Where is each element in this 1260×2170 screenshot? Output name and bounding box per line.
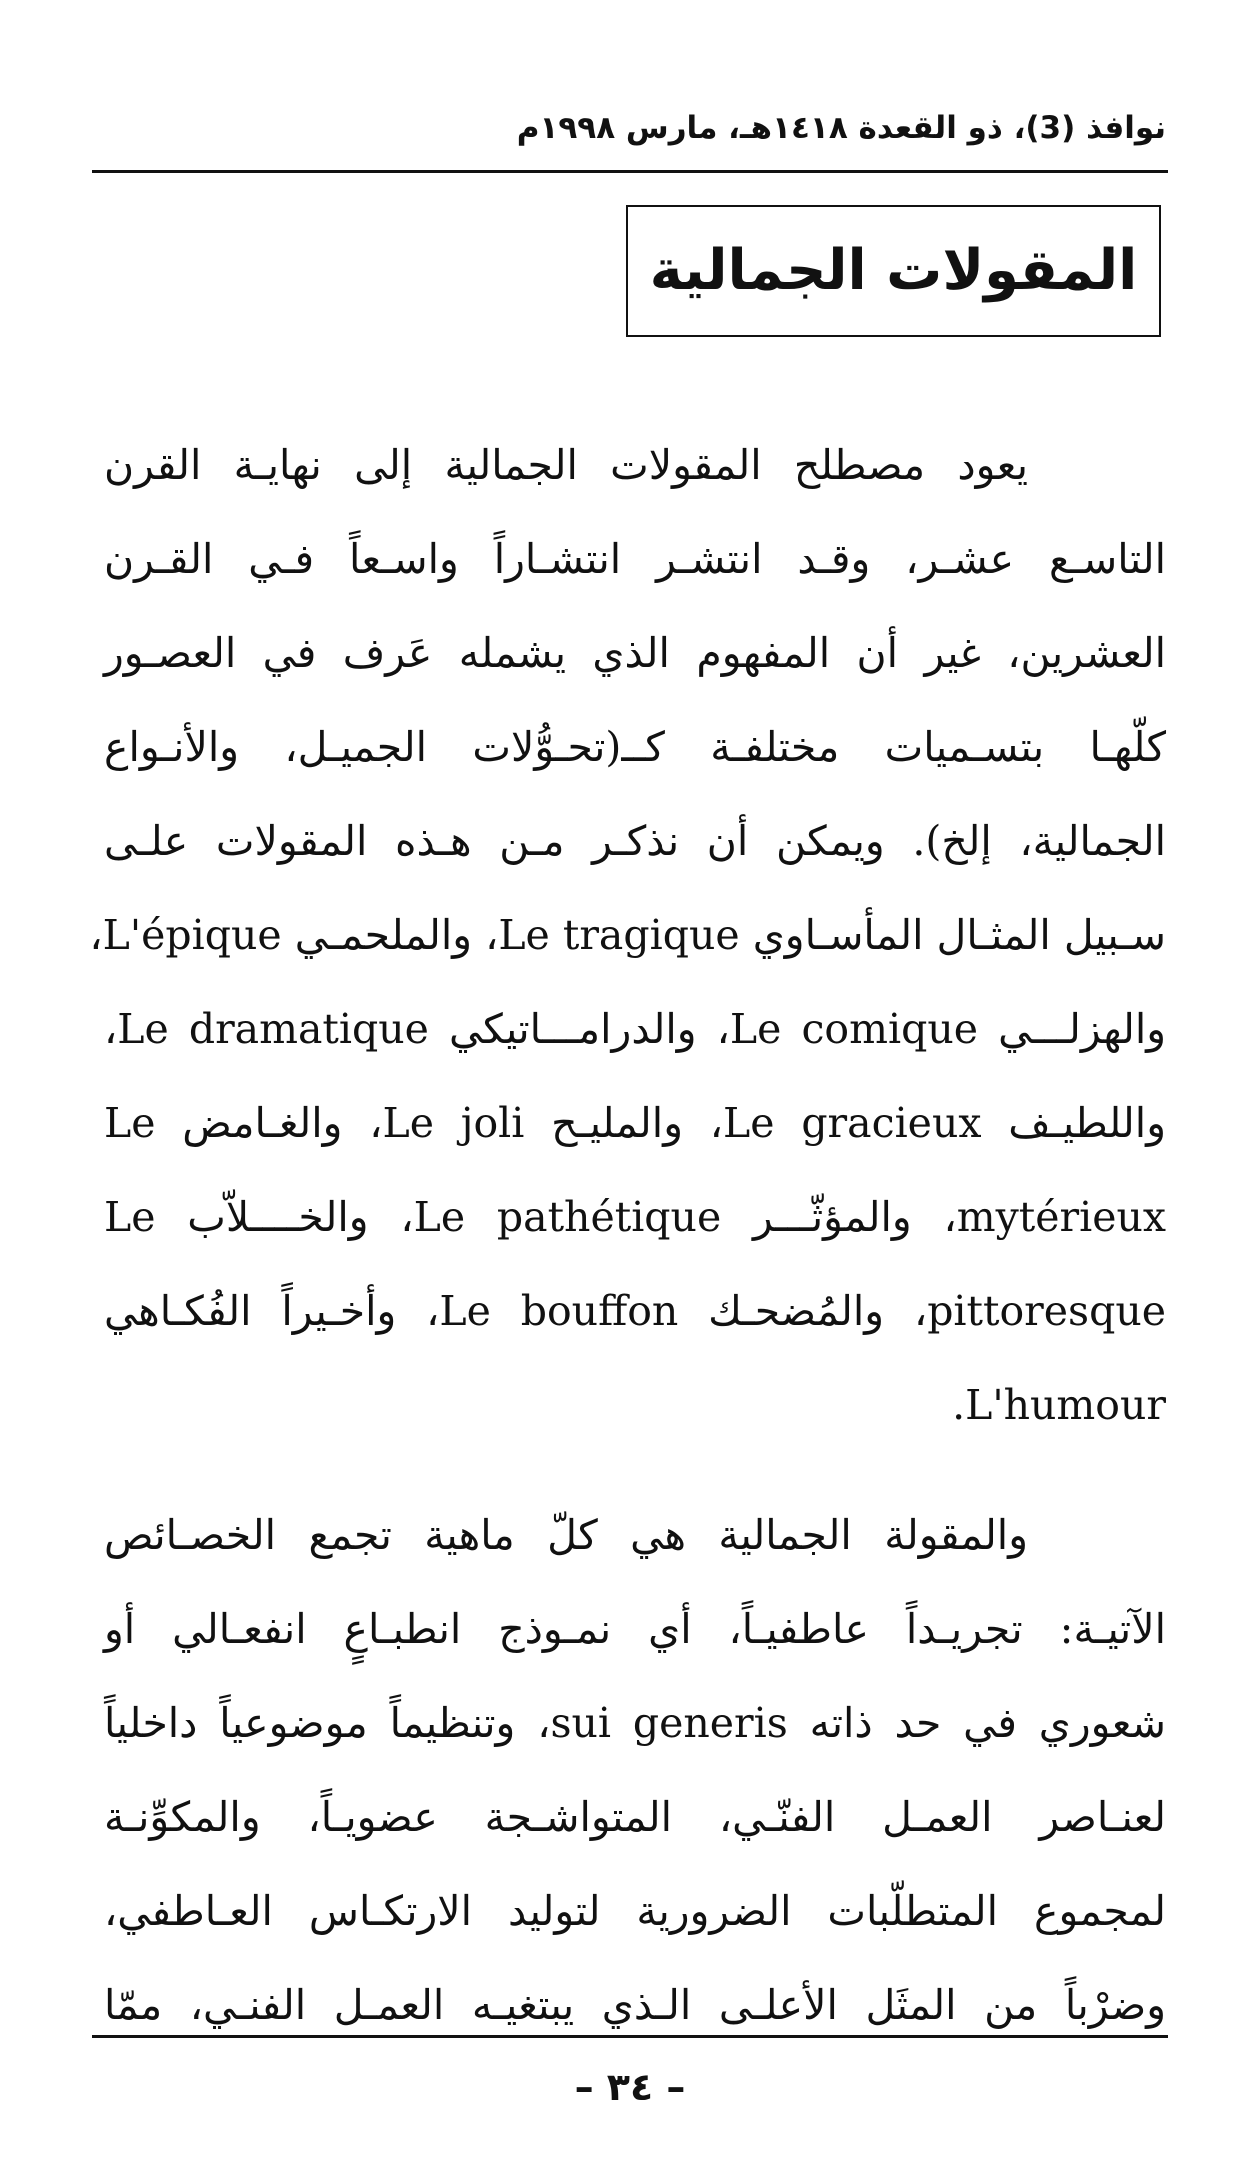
header-rule (92, 170, 1168, 173)
paragraph-1-line-11: L'humour. (952, 1381, 1166, 1429)
paragraph-1-line-1: يعود مصطلح المقولات الجمالية إلى نهايـة القرن (104, 441, 1028, 489)
paragraph-1-line-2: التاسـع عشـر، وقـد انتشـر انتشـاراً واسـعاً فـي القـرن (104, 535, 1166, 583)
paragraph-1-line-4: كلّهـا بتسـميات مختلفـة كــ(تحـوُّلات الجميـل، والأنـواع (104, 723, 1166, 771)
footer-rule (92, 2035, 1168, 2038)
paragraph-1-line-6: سـبيل المثـال المأسـاوي Le tragique، والملحمـي L'épique، (89, 911, 1166, 959)
paragraph-1-line-3: العشرين، غير أن المفهوم الذي يشمله عَرف في العصـور (104, 629, 1166, 677)
paragraph-1 (89, 418, 1167, 1452)
paragraph-2-line-4: لعنـاصر العمـل الفنّـي، المتواشـجة عضويـاً، والمكوِّنـة (104, 1793, 1166, 1841)
article-title: المقولات الجمالية (649, 238, 1138, 303)
paragraph-2-line-1: والمقولة الجمالية هي كلّ ماهية تجمع الخصـائص (104, 1511, 1028, 1559)
paragraph-1-line-8: واللطيـف Le gracieux، والمليـح Le joli، والغـامض Le (104, 1099, 1166, 1147)
paragraph-2-line-6: وضرْباً من المثَل الأعلـى الـذي يبتغيـه العمـل الفنـي، ممّا (104, 1981, 1166, 2029)
paragraph-1-line-5: الجمالية، إلخ). ويمكن أن نذكـر مـن هـذه المقولات علـى (104, 817, 1166, 865)
page-number: – ٣٤ – (574, 2065, 686, 2109)
paragraph-1-line-9: mytérieux، والمؤثّـــر Le pathétique، والخــــلاّب Le (104, 1193, 1166, 1241)
paragraph-1-line-7: والهزلـــي Le comique، والدرامـــاتيكي Le dramatique، (104, 1005, 1167, 1053)
paragraph-2-line-2: الآتيـة: تجريـداً عاطفيـاً، أي نمـوذج انطبـاعٍ انفعـالي أو (104, 1605, 1166, 1653)
running-header: نوافذ (3)، ذو القعدة ١٤١٨هـ، مارس ١٩٩٨م (516, 110, 1166, 146)
paragraph-1-line-10: pittoresque، والمُضحـك Le bouffon، وأخـيراً الفُكـاهي (104, 1287, 1167, 1335)
paragraph-2 (104, 1488, 1166, 2052)
paragraph-2-line-5: لمجموع المتطلّبات الضرورية لتوليد الارتكـاس العـاطفي، (104, 1887, 1166, 1935)
article-title-box (626, 205, 1161, 337)
paragraph-2-line-3: شعوري في حد ذاته sui generis، وتنظيماً موضوعياً داخلياً (104, 1699, 1166, 1747)
